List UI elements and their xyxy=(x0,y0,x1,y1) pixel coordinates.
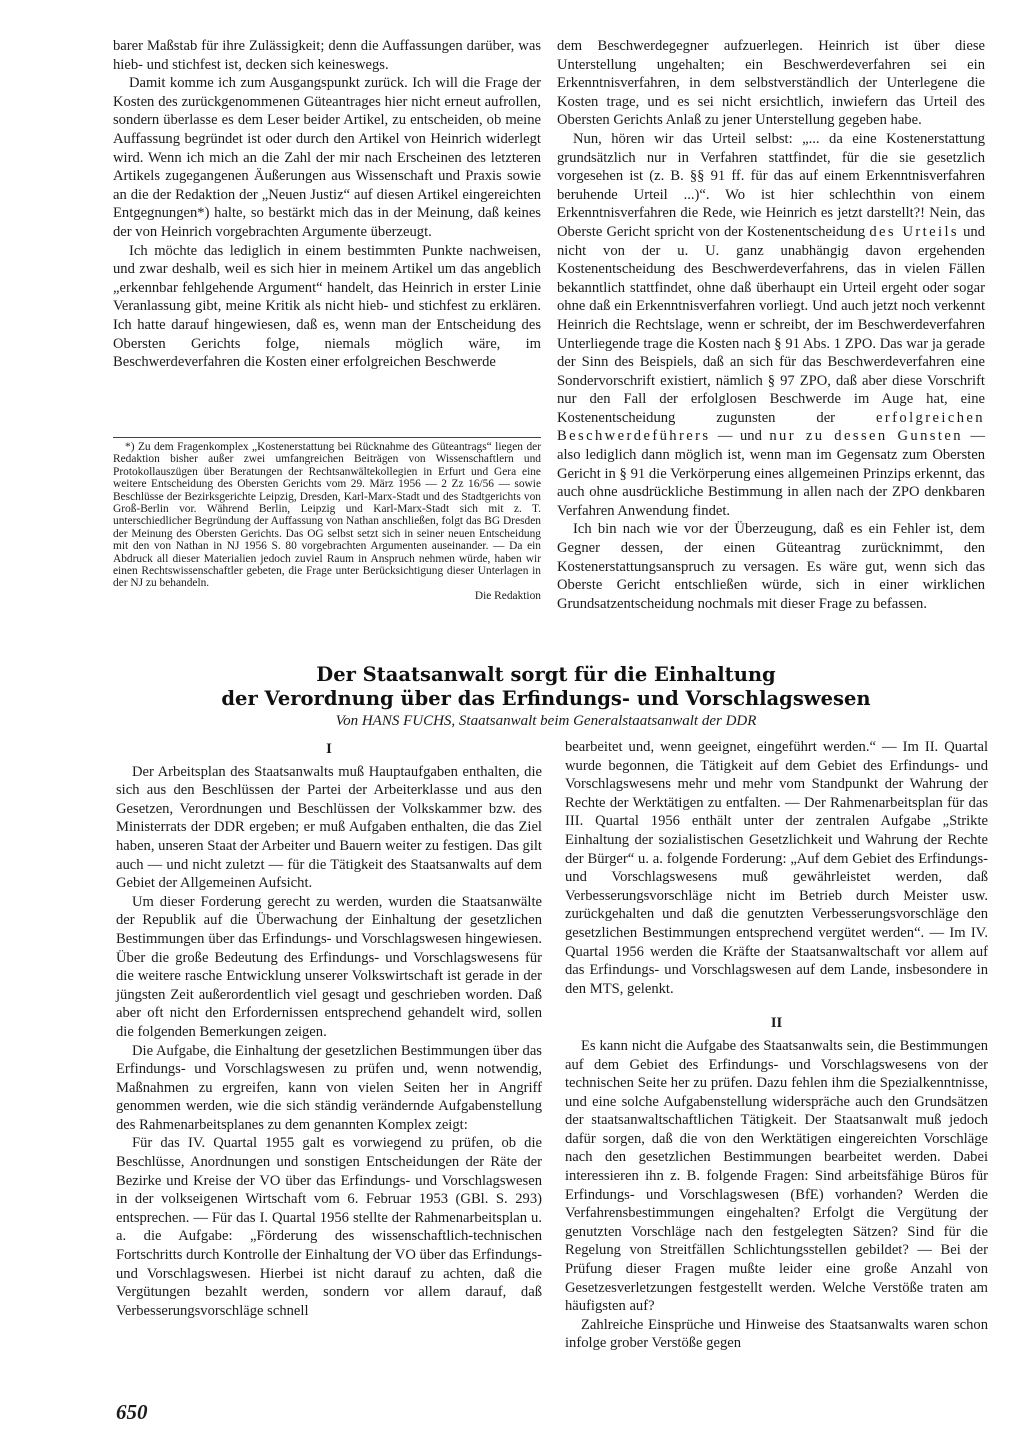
footnote xyxy=(113,437,541,602)
paragraph: bearbeitet und, wenn geeignet, eingeführt werden.“ — Im II. Quartal wurde begonnen, die Tätigkeit auf dem Gebiet des Erfindungs- und Vorschlagswesens mehr und mehr vom Standpunkt der Wahrung der Rechte der Werktätigen zu entfalten. — Der Rahmenarbeitsplan für das III. Quartal 1956 enthält unter der zentralen Aufgabe „Strikte Einhaltung der sozialistischen Gesetzlichkeit und Wahrung der Rechte der Bürger“ u. a. folgende Forderung: „Auf dem Gebiet des Erfindungs- und Vorschlagswesens muß gewährleistet werden, daß Verbesserungsvorschläge nicht im Betrieb durch Meister usw. zurückgehalten und daß die genutzten Verbesserungsvorschläge den gesetzlichen Bestimmungen entsprechend vergütet werden“. — Im IV. Quartal 1956 werden die Kräfte der Staatsanwaltschaft vor allem auf das Erfindungs- und Vorschlagswesen auf dem Lande, insbesondere in den MTS, gelenkt. xyxy=(565,739,988,997)
text-run: — also lediglich dann möglich ist, wenn man im Gegensatz zum Obersten Gericht in § 91 die Verkörperung eines allgemeinen Prinzips erkennt, das auch ohne ausdrückliche Bestimmung in allen nach der ZPO denkbaren Verfahren Anwendung findet. xyxy=(557,428,985,519)
paragraph: Ich möchte das lediglich in einem bestimmten Punkte nachweisen, und zwar deshalb, weil es sich hier in meinem Artikel um das angeblich „erkennbar fehlgehende Argument“ handelt, das Heinrich in erster Linie Veranlassung gibt, meine Kritik als nicht hieb- und stichfest zu erklären. Ich hatte darauf hingewiesen, daß es, wenn man der Entscheidung des Obersten Gerichts folge, niemals möglich wäre, im Beschwerdeverfahren die Kosten einer erfolgreichen Beschwerde xyxy=(113,242,541,371)
article-title xyxy=(196,663,896,711)
paragraph: Ich bin nach wie vor der Überzeugung, daß es ein Fehler ist, dem Gegner dessen, der einen Güteantrag zurücknimmt, den Kostenerstattungsanspruch zu versagen. Es wäre gut, wenn sich das Oberste Gericht entschließen würde, sich in einer wirklichen Grundsatzentscheidung nochmals mit dieser Frage zu befassen. xyxy=(557,521,985,612)
article-title-line: Der Staatsanwalt sorgt für die Einhaltung xyxy=(316,663,776,686)
paragraph: Der Arbeitsplan des Staatsanwalts muß Hauptaufgaben enthalten, die sich aus den Beschlüssen der Partei der Arbeiterklasse und aus den Gesetzen, Verordnungen und Beschlüssen der Volkskammer bzw. des Ministerrats der DDR ergeben; er muß Aufgaben enthalten, die das Ziel haben, unseren Staat der Arbeiter und Bauern weiter zu festigen. Das gilt auch — und nicht zuletzt — für die Tätigkeit des Staatsanwalts auf dem Gebiet der Allgemeinen Aufsicht. xyxy=(116,763,542,892)
page-number: 650 xyxy=(116,1400,148,1424)
paragraph xyxy=(557,130,985,520)
section-number: II xyxy=(770,1015,783,1032)
paragraph: Damit komme ich zum Ausgangspunkt zurück. Ich will die Frage der Kosten des zurückgenommenen Güteantrages hier nicht erneut aufrollen, sondern überlasse es dem Leser beider Artikel, zu entscheiden, ob meine Auffassung begründet ist oder durch den Artikel von Heinrich widerlegt wird. Wenn ich mich an die Zahl der mir nach Erscheinen des letzteren Artikels zugegangenen Äußerungen aus Wissenschaft und Praxis sowie an die der Redaktion der „Neuen Justiz“ auf diesen Artikel eingereichten Entgegnungen*) halte, so bestärkt mich das in der Meinung, daß keines der von Heinrich vorgebrachten Argumente überzeugt. xyxy=(113,75,541,240)
column-top-right xyxy=(557,37,985,613)
paragraph: Zahlreiche Einsprüche und Hinweise des Staatsanwalts waren schon infolge grober Verstöße gegen xyxy=(565,1316,988,1352)
article-title-line: der Verordnung über das Erfindungs- und Vorschlagswesen xyxy=(221,687,871,710)
emphasis-spaced: erfolgreichen Beschwerdeführers xyxy=(557,409,985,445)
paragraph: Es kann nicht die Aufgabe des Staatsanwalts sein, die Bestimmungen auf dem Gebiet des Erfindungs- und Vorschlagswesens von der technischen Seite her zu prüfen. Dazu fehlen ihm die Spezialkenntnisse, und eine solche Aufgabenstellung widerspräche auch den Grundsätzen der staatsanwaltschaftlichen Tätigkeit. Der Staatsanwalt muß jedoch dafür sorgen, daß die von den Werktätigen eingereichten Vorschläge nach den gesetzlichen Bestimmungen bearbeitet werden. Dabei interessieren ihn z. B. folgende Fragen: Sind arbeitsfähige Büros für Erfindungs- und Vorschlagswesen (BfE) vorhanden? Werden die Verfahrensbestimmungen eingehalten? Erfolgt die Vergütung der genutzten Vorschläge nach den festgelegten Sätzen? Sind für die Regelung von Streitfällen Schlichtungsstellen gebildet? — Bei der Prüfung dieser Fragen mußte leider eine große Anzahl von Gesetzesverletzungen festgestellt werden. Welche Verstöße traten am häufigsten auf? xyxy=(565,1037,988,1315)
article-byline: Von HANS FUCHS, Staatsanwalt beim Generalstaatsanwalt der DDR xyxy=(335,713,757,729)
footnote-signature: Die Redaktion xyxy=(474,589,541,602)
paragraph: Für das IV. Quartal 1955 galt es vorwiegend zu prüfen, ob die Beschlüsse, Anordnungen und sonstigen Entscheidungen der Räte der Bezirke und Kreise der VO über das Erfindungs- und Vorschlagswesen in der volkseigenen Wirtschaft vom 6. Februar 1953 (GBl. S. 293) entsprechen. — Für das I. Quartal 1956 stellte der Rahmenarbeitsplan u. a. die Aufgabe: „Förderung des wissenschaftlich-technischen Fortschritts durch Kontrolle der Einhaltung der VO über das Erfindungs- und Vorschlagswesen. Hierbei ist nicht darauf zu achten, daß die Vergütungen bezahlt werden, sondern vor allem darauf, daß Verbesserungsvorschläge schnell xyxy=(116,1135,542,1319)
text-run: — und xyxy=(717,428,762,445)
paragraph: barer Maßstab für ihre Zulässigkeit; denn die Auffassungen darüber, was hieb- und stichfest ist, decken sich keineswegs. xyxy=(113,38,541,73)
column-top-left xyxy=(113,37,541,372)
emphasis-spaced: nur zu dessen Gunsten xyxy=(769,428,963,445)
emphasis-spaced: des Urteils xyxy=(869,223,959,240)
section-number: I xyxy=(326,741,332,757)
text-run: und nicht von der u. U. ganz unabhängig davon ergehenden Kostenentscheidung des Beschwerdeverfahrens, das in vielen Fällen bekanntlich stattfindet, ohne daß überhaupt ein Urteil ergeht oder sogar ohne daß ein Erkenntnisverfahren vorliegt. Und auch jetzt noch verkennt Heinrich die Rechtslage, wenn er schreibt, der im Beschwerdeverfahren Unterliegende trage die Kosten nach § 91 Abs. 1 ZPO. Das war ja gerade der Sinn des Beispiels, daß an sich für das Beschwerdeverfahren eine Sondervorschrift existiert, nämlich § 97 ZPO, daß aber diese Vorschrift nur den Fall der erfolglosen Beschwerde im Auge hat, eine Kostenentscheidung zugunsten der xyxy=(557,223,985,426)
text-run: Nun, hören wir das Urteil selbst: „... da eine Kostenerstattung grundsätzlich nur in Verfahren stattfindet, für die sie gesetzlich vorgesehen ist (z. B. §§ 91 ff. für das auf einem Erkenntnisverfahren beruhende Urteil ...)“. Wo ist hier schlechthin von einem Erkenntnisverfahren die Rede, wie Heinrich es jetzt darstellt?! Nein, das Oberste Gericht spricht von der Kostenentscheidung xyxy=(557,130,985,240)
column-bottom-left xyxy=(116,738,542,1320)
paragraph: Um dieser Forderung gerecht zu werden, wurden die Staatsanwälte der Republik auf die Überwachung der Einhaltung der gesetzlichen Bestimmungen über das Erfindungs- und Vorschlagswesen hingewiesen. Über die große Bedeutung des Erfindungs- und Vorschlagswesens für die weitere rasche Entwicklung unserer Volkswirtschaft ist gerade in der jüngsten Zeit außerordentlich viel gesagt und geschrieben worden. Daß aber oft nicht den Erfordernissen entsprechend gehandelt wird, sollen die folgenden Bemerkungen zeigen. xyxy=(116,893,542,1040)
footnote-text: *) Zu dem Fragenkomplex „Kostenerstattung bei Rücknahme des Güteantrags“ liegen der Redaktion bisher außer zwei umfangreichen Beiträgen von Wissenschaftlern und Protokollauszügen über Beratungen der Rechtsanwältekollegien in Erfurt und Gera eine weitere Entscheidung des Obersten Gerichts vom 29. März 1956 — 2 Zz 16/56 — sowie Beschlüsse der Bezirksgerichte Leipzig, Dresden, Karl-Marx-Stadt und des Stadtgerichts von Groß-Berlin vor. Während Berlin, Leipzig und Karl-Marx-Stadt sich mit z. T. unterschiedlicher Begründung der Auffassung von Nathan anschließen, folgt das BG Dresden der Meinung des Obersten Gerichts. Das OG selbst setzt sich in seiner neuen Entscheidung mit den von Nathan in NJ 1956 S. 80 vorgebrachten Argumenten auseinander. — Da ein Abdruck all dieser Materialien jedoch zuviel Raum in Anspruch nehmen würde, haben wir einen Rechtswissenschaftler gebeten, die Frage unter Berücksichtigung dieser Unterlagen in der NJ zu behandeln. xyxy=(113,441,541,590)
paragraph: Die Aufgabe, die Einhaltung der gesetzlichen Bestimmungen über das Erfindungs- und Vorschlagswesen zu prüfen und, wenn notwendig, Maßnahmen zu ergreifen, kann von vielen Seiten her in Angriff genommen werden, wie die sich ständig verändernde Aufgabenstellung des Rahmenarbeitsplanes zu dem genannten Komplex zeigt: xyxy=(116,1042,542,1133)
paragraph: dem Beschwerdegegner aufzuerlegen. Heinrich ist über diese Unterstellung ungehalten; ein Beschwerdeverfahren sei ein Erkenntnisverfahren, in dem selbstverständlich der Unterlegene die Kosten trage, und es sei nicht ersichtlich, inwiefern das Urteil des Obersten Gerichts Anlaß zu jener Unterstellung gegeben habe. xyxy=(557,38,985,129)
column-bottom-right xyxy=(565,738,988,1353)
